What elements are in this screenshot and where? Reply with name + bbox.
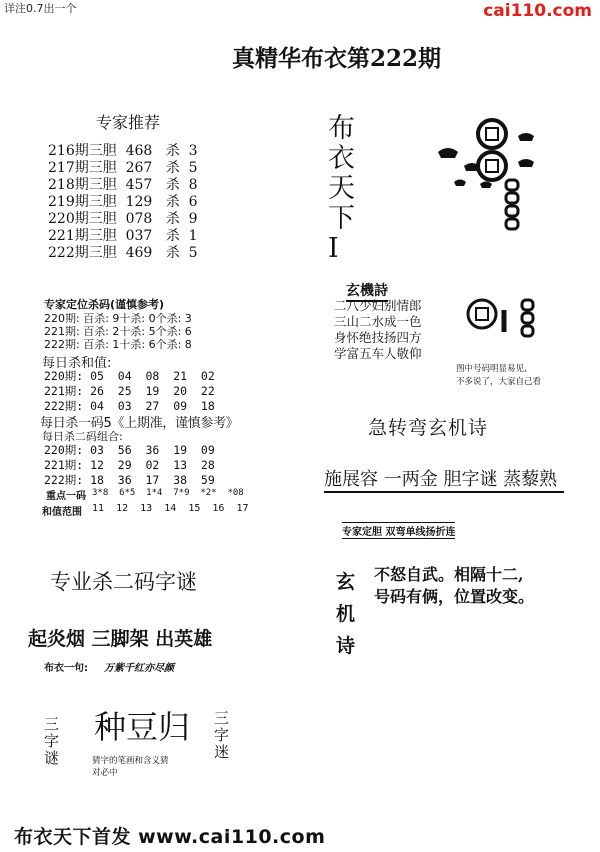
three-char-left: 三字谜 [44,715,60,767]
list-item: 222期: 百杀: 1十杀: 6个杀: 8 [44,338,192,351]
three-char-word: 种豆归 [94,708,191,746]
list-item: 身怀绝技扬四方 [334,330,422,345]
list-item: 219期三胆 129 杀 6 [48,194,198,210]
bu-yi-label: 布衣一句: [44,663,88,674]
xuanji-caption2: 不多说了，大家自己看 [456,377,542,387]
list-item: 221期: 26 25 19 20 22 [44,384,215,398]
list-item: 222期三胆 469 杀 5 [48,245,198,261]
list-item: 218期三胆 457 杀 8 [48,177,198,193]
list-item: 三山二水成一色 [334,314,422,329]
sum-range-label: 和值范围 [42,507,82,518]
focus-label: 重点一码 [46,491,86,502]
sum-range-values: 11 12 13 14 15 16 17 [92,503,249,514]
daily-one-heading: 每日杀一码5《上期准，谨慎参考》 [40,416,239,431]
three-char-right: 三字迷 [214,709,230,761]
bu-yi-text: 万紫千红亦尽颜 [104,663,174,674]
list-item: 222期: 04 03 27 09 18 [44,399,215,413]
coins-ingots-icon [428,118,538,234]
bu-yi-vertical: 布衣天下I [328,113,355,264]
expert-dan-line1: 不怒自武。相隔十二, [374,565,524,584]
list-item: 221期: 12 29 02 13 28 [44,458,215,472]
list-item: 220期: 百杀: 9十杀: 0个杀: 3 [44,312,192,325]
top-left-note: 详注0.7出一个 [4,2,77,15]
list-item: 220期三胆 078 杀 9 [48,211,198,227]
daily-one-sub: 每日杀二码组合: [42,430,123,443]
list-item: 学富五车人敬仰 [334,346,422,361]
list-item: 221期三胆 037 杀 1 [48,228,198,244]
footer-text: 布衣天下首发 www.cai110.com [14,826,326,848]
page-title: 真精华布衣第222期 [232,45,442,72]
expert-dan-line2: 号码有俩，位置改变。 [374,587,535,606]
list-item: 222期: 18 36 17 38 59 [44,473,215,487]
riddle-line: 起炎烟 三脚架 出英雄 [28,628,213,650]
expert-dan-vertical: 玄机诗 [336,571,356,657]
focus-values: 3*8 6*5 1*4 7*9 *2* *08 [92,488,244,498]
list-item: 220期: 05 04 08 21 02 [44,369,215,383]
position-kill-heading: 专家定位杀码(谨慎参考) [44,298,165,311]
list-item: 216期三胆 468 杀 3 [48,143,198,159]
expert-heading: 专家推荐 [96,113,161,132]
coin-chain-icon [464,296,550,344]
brand-url[interactable]: cai110.com [483,1,592,21]
daily-sum-heading: 每日杀和值: [42,356,112,371]
expert-dan-title: 专家定胆 双弯单线扬折连 [342,522,455,539]
xuanji-lines [334,298,422,362]
list-item: 217期三胆 267 杀 5 [48,160,198,176]
three-char-note1: 猜字的笔画和含义猜 [92,756,169,766]
three-char-note2: 对必中 [92,768,118,778]
kill-two-title: 专业杀二码字谜 [50,570,197,594]
ji-zhuan-line: 施展容 一两金 胆字谜 蒸藜熟 [324,465,564,493]
ji-zhuan-title: 急转弯玄机诗 [368,417,489,439]
xuanji-title: 玄機詩 [346,280,388,302]
xuanji-caption1: 图中号码明显易见, [456,364,527,374]
list-item: 220期: 03 56 36 19 09 [44,443,215,457]
list-item: 221期: 百杀: 2十杀: 5个杀: 6 [44,325,192,338]
list-item: 二八少妇别情郎 [334,298,422,313]
